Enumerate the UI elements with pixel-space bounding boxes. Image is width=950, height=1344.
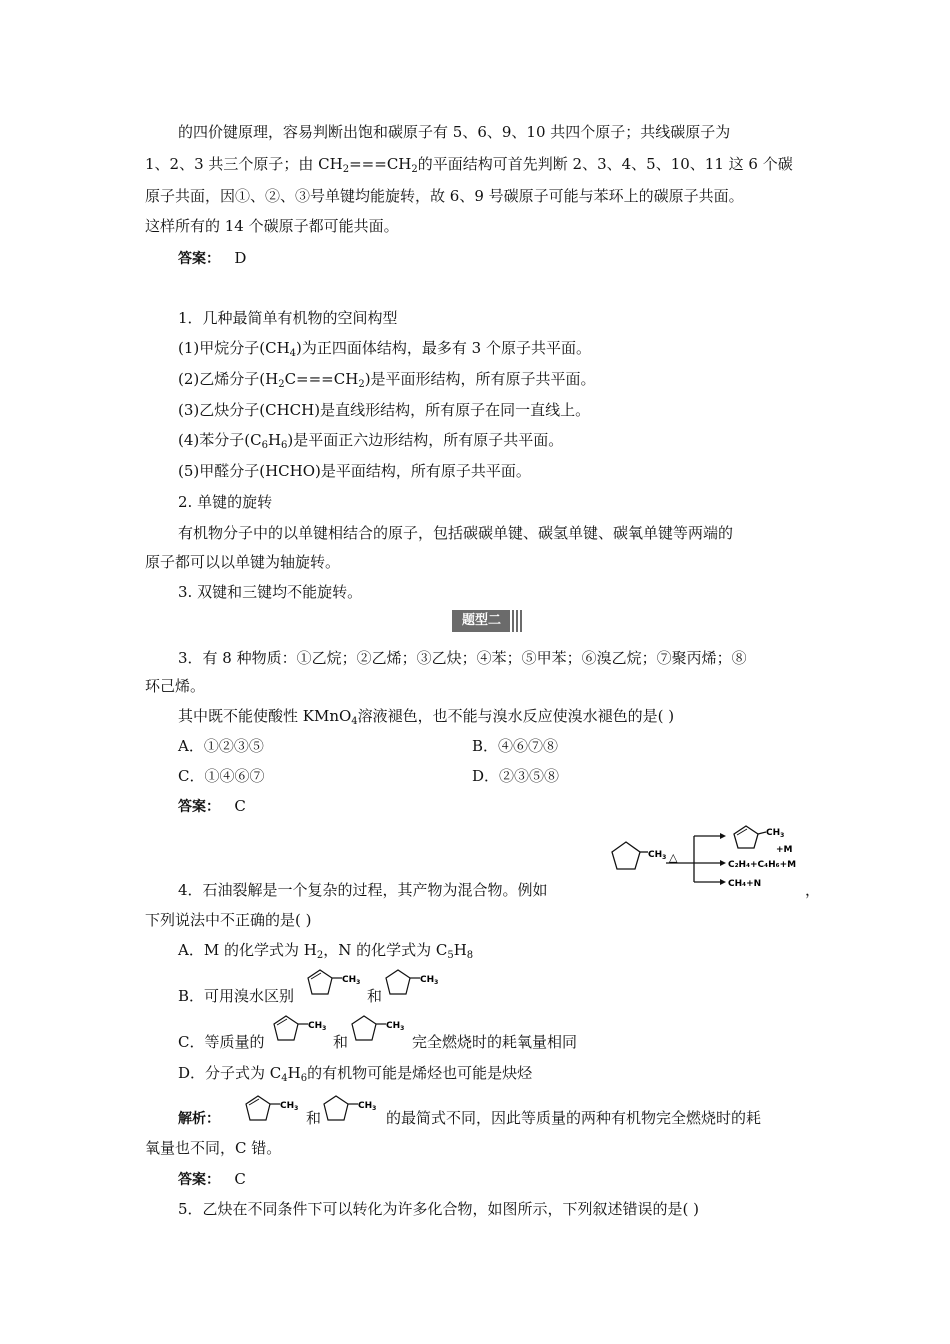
q4-line1: 4．石油裂解是一个复杂的过程，其产物为混合物。例如 [178,881,548,899]
q4-option-c: C．等质量的 [178,1033,265,1051]
badge-stripes [510,610,524,632]
answer-3: 答案： C [178,797,246,815]
q4-analysis-line2: 氧量也不同，C 错。 [145,1139,282,1157]
cyclopentane-ring-icon [612,842,648,869]
svg-text:CH3: $CH_3$ [358,1101,377,1112]
scheme-ch3-label: $CH_3$ [648,850,667,861]
q4-option-b: B．可用溴水区别 [178,987,295,1005]
q3-line2: 环己烯。 [145,677,206,695]
q3-option-c: C．①④⑥⑦ [178,767,265,785]
methylcyclopentane-structure-b [380,966,455,1002]
para1-line4: 这样所有的 14 个碳原子都可能共面。 [145,217,399,235]
answer-1: 答案： D [178,249,247,267]
q3-option-b: B．④⑥⑦⑧ [472,737,559,755]
q5-line1: 5．乙炔在不同条件下可以转化为许多化合物，如图所示，下列叙述错误的是( ) [178,1200,700,1218]
q4-analysis-line1: 的最简式不同，因此等质量的两种有机物完全燃烧时的耗 [386,1109,762,1127]
section-badge: 题型二 [452,610,524,632]
q4-analysis-label: 解析： [178,1111,220,1127]
summary-item-3: (3)乙炔分子(CHCH)是直线形结构，所有原子在同一直线上。 [178,401,591,419]
svg-text:CH3: $CH_3$ [420,975,439,986]
summary-para-2b: 原子都可以以单键为轴旋转。 [145,553,341,571]
q4-option-a: A．M 的化学式为 $H_2$，N 的化学式为 $C_5H_8$ [178,941,474,961]
summary-title-3: 3. 双键和三键均不能旋转。 [178,583,363,601]
product-line-2: C₂H₄+C₄H₆+M [728,860,797,870]
heat-delta-symbol: △ [669,851,678,864]
svg-text:CH3: $CH_3$ [308,1021,327,1032]
svg-text:CH3: $CH_3$ [342,975,361,986]
product-line-3: CH₄+N [728,879,762,889]
q3-option-d: D．②③⑤⑧ [472,767,560,785]
q4-c-and: 和 [333,1033,349,1051]
summary-title-2: 2. 单键的旋转 [178,493,273,511]
para1-line3: 原子共面，因①、②、③号单键均能旋转，故 6、9 号碳原子可能与苯环上的碳原子共面。 [145,187,744,205]
methylcyclopentene-structure-b [302,966,372,1002]
methylcyclopentane-structure-c [346,1012,421,1048]
q4-c-end: 完全燃烧时的耗氧量相同 [412,1033,578,1051]
methylcyclopentane-structure-analysis [318,1092,393,1128]
summary-title: 1．几种最简单有机物的空间构型 [178,309,398,327]
methylcyclopentene-structure-c [268,1012,338,1048]
q4-analysis-and: 和 [306,1109,322,1127]
para1-line1: 的四价键原理，容易判断出饱和碳原子有 5、6、9、10 共四个原子；共线碳原子为 [178,123,731,141]
summary-item-5: (5)甲醛分子(HCHO)是平面结构，所有原子共平面。 [178,462,531,480]
q4-comma: ， [805,881,821,899]
methylcyclopentene-structure-analysis [240,1092,310,1128]
cracking-reaction-scheme [598,820,808,895]
q3-option-a: A．①②③⑤ [178,737,264,755]
q4-b-and: 和 [367,987,383,1005]
answer-4: 答案： C [178,1170,246,1188]
para1-line2: 1、2、3 共三个原子；由 $CH_2===CH_2$的平面结构可首先判断 2、3、4、5、10、11 这 6 个碳 [145,155,793,175]
q3-line3: 其中既不能使酸性 KMnO$_4$溶液褪色，也不能与溴水反应使溴水褪色的是( ) [178,707,675,727]
q4-option-d: D．分子式为 $C_4H_6$的有机物可能是烯烃也可能是炔烃 [178,1064,533,1084]
product-plus-m: +M [776,845,793,855]
svg-text:CH3: $CH_3$ [280,1101,299,1112]
summary-item-1: (1)甲烷分子$(CH_4)$为正四面体结构，最多有 3 个原子共平面。 [178,339,591,359]
q3-line1: 3．有 8 种物质：①乙烷；②乙烯；③乙炔；④苯；⑤甲苯；⑥溴乙烷；⑦聚丙烯；⑧ [178,649,747,667]
cyclopentene-ring-icon [734,826,766,848]
q4-line2: 下列说法中不正确的是( ) [145,911,312,929]
summary-item-4: (4)苯分子$(C_6H_6)$是平面正六边形结构，所有原子共平面。 [178,431,564,451]
product-ch3-label: $CH_3$ [766,828,785,839]
summary-para-2a: 有机物分子中的以单键相结合的原子，包括碳碳单键、碳氢单键、碳氧单键等两端的 [178,524,734,542]
summary-item-2: (2)乙烯分子$(H_2C===CH_2)$是平面形结构，所有原子共平面。 [178,370,596,390]
svg-text:CH3: $CH_3$ [386,1021,405,1032]
